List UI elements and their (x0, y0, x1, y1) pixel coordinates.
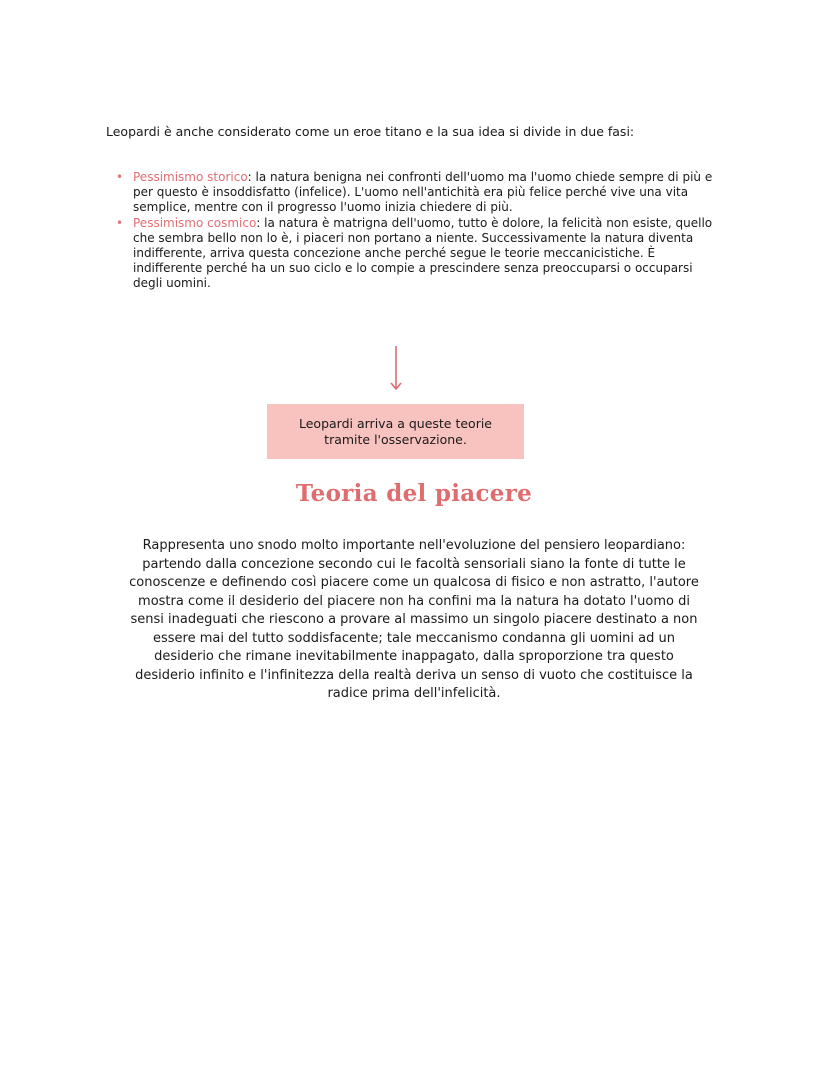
phases-list (114, 170, 724, 292)
list-item (114, 170, 724, 216)
observation-text: Leopardi arriva a queste teorie tramite l'osservazione. (299, 415, 492, 447)
list-item (114, 216, 724, 292)
phase-text: : la natura benigna nei confronti dell'uomo ma l'uomo chiede sempre di più e per questo è insoddisfatto (infelice). L'uomo nell'antichità era più felice perché vive una vita semplice, mentre con il progresso l'uomo inizia chiedere di più. (133, 170, 713, 215)
observation-box (267, 404, 524, 459)
section-body: Rappresenta uno snodo molto importante nell'evoluzione del pensiero leopardiano: partendo dalla concezione secondo cui le facoltà sensoriali siano la fonte di tutte le conoscenze e definendo così piacere come un qualcosa di fisico e non astratto, l'autore mostra come il desiderio del piacere non ha confini ma la natura ha dotato l'uomo di sensi inadeguati che riescono a provare al massimo un singolo piacere destinato a non essere mai del tutto soddisfacente; tale meccanismo condanna gli uomini ad un desiderio che rimane inevitabilmente inappagato, dalla sproporzione tra questo desiderio infinito e l'infinitezza della realtà deriva un senso di vuoto che costituisce la radice prima dell'infelicità. (129, 538, 699, 701)
bullet-icon: • (116, 170, 124, 184)
phase-term: Pessimismo cosmico (133, 215, 257, 230)
phase-text: : la natura è matrigna dell'uomo, tutto è dolore, la felicità non esiste, quello che sembra bello non lo è, i piaceri non portano a niente. Successivamente la natura diventa indifferente, arriva questa concezione anche perché segue le teorie meccanicistiche. È indifferente perché ha un suo ciclo e lo compie a prescindere senza preoccuparsi o occuparsi degli uomini. (133, 215, 713, 291)
phase-term: Pessimismo storico (133, 170, 248, 184)
bullet-icon: • (116, 215, 124, 230)
section-title: Teoria del piacere (295, 480, 533, 507)
intro-text: Leopardi è anche considerato come un eroe titano e la sua idea si divide in due fasi: (106, 123, 635, 139)
arrow-down-icon (388, 346, 404, 392)
